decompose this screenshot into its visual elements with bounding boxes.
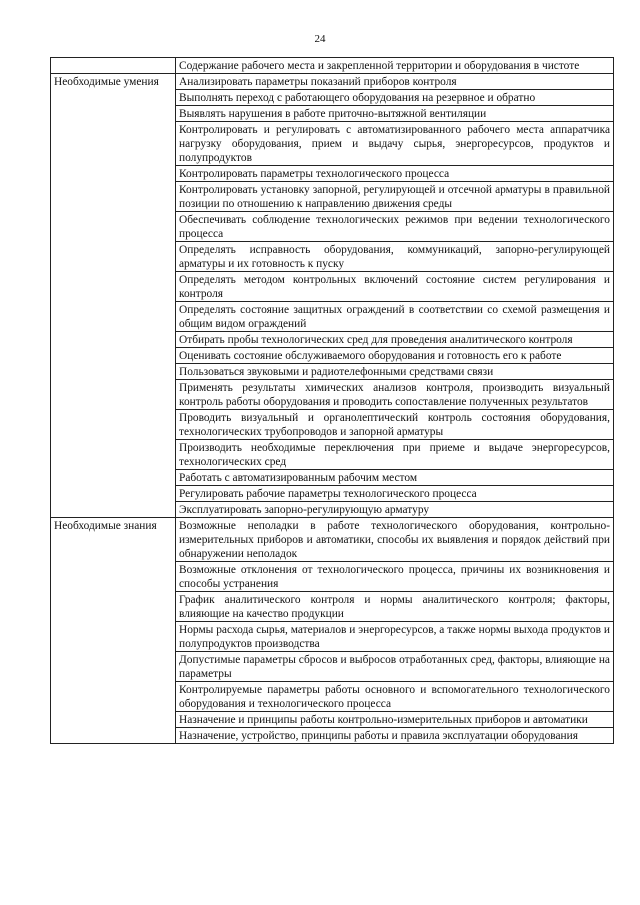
requirement-item: Нормы расхода сырья, материалов и энергоресурсов, а также нормы выхода продуктов и полупродуктов производства xyxy=(176,622,614,652)
requirement-item: Возможные отклонения от технологического процесса, причины их возникновения и способы устранения xyxy=(176,562,614,592)
requirement-item: Назначение и принципы работы контрольно-измерительных приборов и автоматики xyxy=(176,712,614,728)
requirement-item: Определять методом контрольных включений состояние систем регулирования и контроля xyxy=(176,272,614,302)
requirement-item: Производить необходимые переключения при приеме и выдаче энергоресурсов, технологических сред xyxy=(176,440,614,470)
requirements-table-body xyxy=(51,58,614,744)
requirement-item: Регулировать рабочие параметры технологического процесса xyxy=(176,486,614,502)
requirement-item: Определять исправность оборудования, коммуникаций, запорно-регулирующей арматуры и их готовность к пуску xyxy=(176,242,614,272)
requirement-item: График аналитического контроля и нормы аналитического контроля; факторы, влияющие на качество продукции xyxy=(176,592,614,622)
requirement-item: Допустимые параметры сбросов и выбросов отработанных сред, факторы, влияющие на параметры xyxy=(176,652,614,682)
requirement-item: Контролировать установку запорной, регулирующей и отсечной арматуры в правильной позиции по отношению к направлению движения среды xyxy=(176,182,614,212)
section-label: Необходимые умения xyxy=(51,74,176,518)
requirement-item: Анализировать параметры показаний приборов контроля xyxy=(176,74,614,90)
requirement-item: Применять результаты химических анализов контроля, производить визуальный контроль работы оборудования и проводить сопоставление полученных результатов xyxy=(176,380,614,410)
requirement-item: Эксплуатировать запорно-регулирующую арматуру xyxy=(176,502,614,518)
requirements-table xyxy=(50,57,614,744)
requirement-item: Контролировать и регулировать с автоматизированного рабочего места аппаратчика нагрузку оборудования, прием и выдачу сырья, энергоресурсов, продуктов и полупродуктов xyxy=(176,122,614,166)
requirement-item: Возможные неполадки в работе технологического оборудования, контрольно-измерительных приборов и автоматики, способы их выявления и порядок действий при обнаружении неполадок xyxy=(176,518,614,562)
requirement-item: Обеспечивать соблюдение технологических режимов при ведении технологического процесса xyxy=(176,212,614,242)
section-label xyxy=(51,58,176,74)
page-number: 24 xyxy=(314,33,326,45)
requirement-item: Проводить визуальный и органолептический контроль состояния оборудования, технологических трубопроводов и запорной арматуры xyxy=(176,410,614,440)
requirement-item: Определять состояние защитных ограждений в соответствии со схемой размещения и общим видом ограждений xyxy=(176,302,614,332)
section-label: Необходимые знания xyxy=(51,518,176,744)
table-row xyxy=(51,74,614,90)
requirement-item: Отбирать пробы технологических сред для проведения аналитического контроля xyxy=(176,332,614,348)
table-row xyxy=(51,518,614,562)
requirement-item: Назначение, устройство, принципы работы и правила эксплуатации оборудования xyxy=(176,728,614,744)
requirement-item: Выполнять переход с работающего оборудования на резервное и обратно xyxy=(176,90,614,106)
requirement-item: Оценивать состояние обслуживаемого оборудования и готовность его к работе xyxy=(176,348,614,364)
requirement-item: Пользоваться звуковыми и радиотелефонными средствами связи xyxy=(176,364,614,380)
requirement-item: Выявлять нарушения в работе приточно-вытяжной вентиляции xyxy=(176,106,614,122)
requirement-item: Контролировать параметры технологического процесса xyxy=(176,166,614,182)
requirement-item: Контролируемые параметры работы основного и вспомогательного технологического оборудования и технологического процесса xyxy=(176,682,614,712)
requirement-item: Работать с автоматизированным рабочим местом xyxy=(176,470,614,486)
requirement-item: Содержание рабочего места и закрепленной территории и оборудования в чистоте xyxy=(176,58,614,74)
table-row xyxy=(51,58,614,74)
